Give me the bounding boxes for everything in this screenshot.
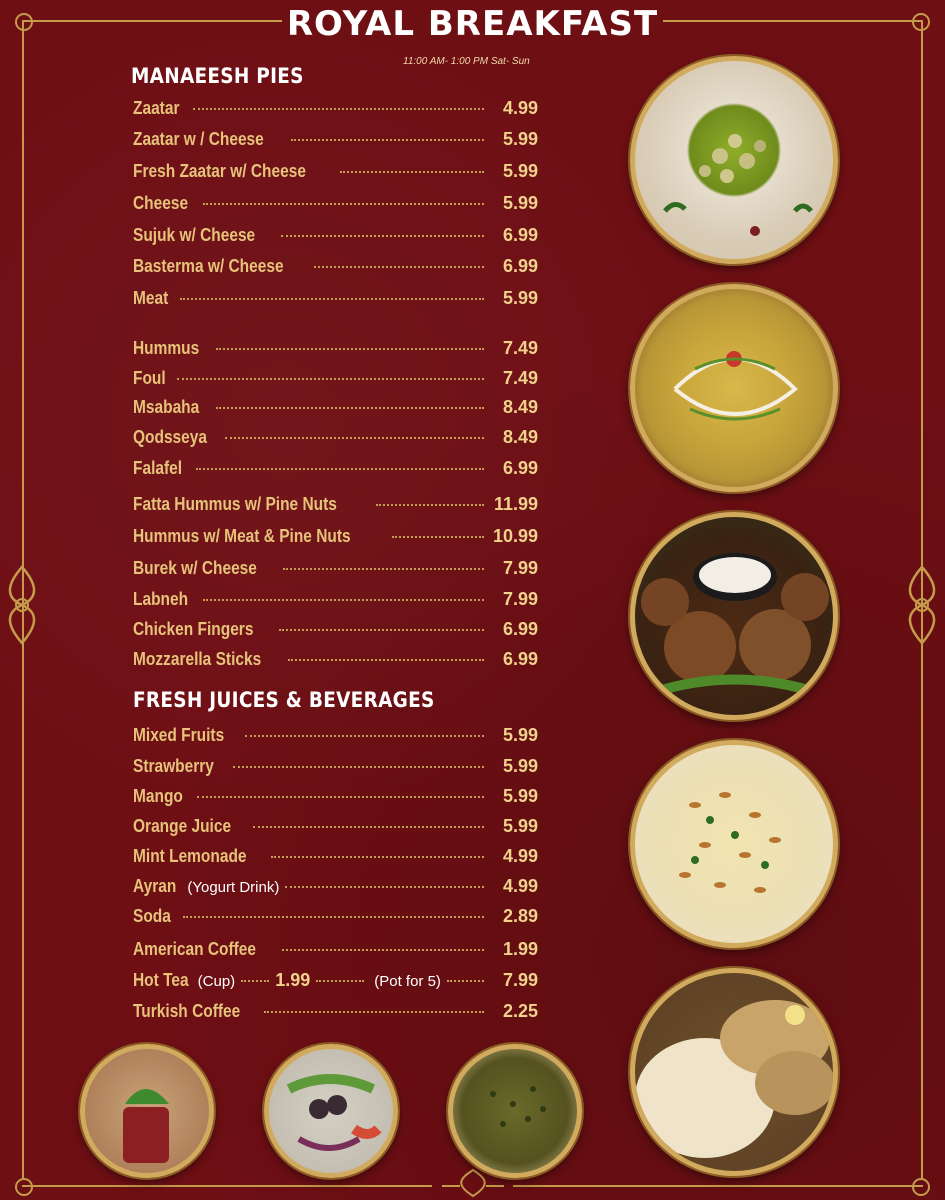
leader-dots [216, 348, 484, 350]
menu-item [133, 494, 538, 520]
menu-item [133, 256, 538, 282]
menu-item [133, 129, 538, 155]
left-side-ornament-icon [2, 565, 42, 645]
menu-item [133, 338, 538, 364]
menu-item [133, 816, 538, 842]
item-name: Labneh [133, 589, 189, 609]
item-note: (Cup) [197, 973, 236, 990]
menu-item [133, 1001, 538, 1027]
item-price: 2.89 [502, 906, 538, 926]
item-name: American Coffee [133, 939, 257, 959]
menu-item [133, 939, 538, 965]
page-title: ROYAL BREAKFAST [286, 4, 659, 44]
item-name: Zaatar w / Cheese [133, 129, 264, 149]
item-price: 5.99 [502, 816, 538, 836]
menu-item [133, 906, 538, 932]
item-price: 2.25 [502, 1001, 538, 1021]
juices-heading: FRESH JUICES & BEVERAGES [133, 688, 435, 712]
item-price: 7.99 [502, 589, 538, 609]
corner-ornament-icon [912, 1178, 930, 1196]
menu-item [133, 526, 538, 552]
item-price: 5.99 [502, 193, 538, 213]
item-name: Fresh Zaatar w/ Cheese [133, 161, 306, 181]
manaeesh-bread-photo [630, 968, 838, 1176]
item-name: Burek w/ Cheese [133, 558, 257, 578]
item-cup-price: 1.99 [275, 970, 311, 990]
leader-dots [245, 735, 484, 737]
item-name: Cheese [133, 193, 189, 213]
item-price: 8.49 [502, 397, 538, 417]
item-name: Qodsseya [133, 427, 208, 447]
item-name: Hot Tea [133, 970, 189, 990]
item-price: 7.49 [502, 368, 538, 388]
item-price: 4.99 [502, 876, 538, 896]
leader-dots [216, 407, 484, 409]
item-price: 7.49 [502, 338, 538, 358]
item-price: 7.99 [502, 558, 538, 578]
corner-ornament-icon [15, 1178, 33, 1196]
menu-item [133, 876, 538, 902]
zaatar-pie-photo [448, 1044, 582, 1178]
menu-item [133, 193, 538, 219]
leader-dots [291, 139, 484, 141]
menu-item [133, 225, 538, 251]
menu-item [133, 458, 538, 484]
menu-item [133, 619, 538, 645]
menu-item [133, 161, 538, 187]
item-name: Foul [133, 368, 166, 388]
fatta-hummus-pine-nuts-photo [630, 740, 838, 948]
leader-dots [197, 796, 484, 798]
menu-item [133, 970, 538, 996]
leader-dots [282, 949, 484, 951]
item-price: 6.99 [502, 458, 538, 478]
hummus-with-fava-beans-photo [630, 56, 838, 264]
item-price: 8.49 [502, 427, 538, 447]
hummus-with-pine-nuts-photo [630, 284, 838, 492]
item-name: Sujuk w/ Cheese [133, 225, 256, 245]
leader-dots [279, 629, 484, 631]
item-name: Strawberry [133, 756, 214, 776]
leader-dots [281, 235, 484, 237]
item-name: Mozzarella Sticks [133, 649, 262, 669]
item-name: Zaatar [133, 98, 180, 118]
leader-dots [203, 599, 484, 601]
item-name: Meat [133, 288, 169, 308]
item-price: 5.99 [502, 725, 538, 745]
item-price: 1.99 [502, 939, 538, 959]
item-price: 5.99 [502, 756, 538, 776]
item-price: 4.99 [502, 98, 538, 118]
leader-dots [314, 266, 484, 268]
item-name: Fatta Hummus w/ Pine Nuts [133, 494, 337, 514]
leader-dots [177, 378, 484, 380]
mint-tea-glass-photo [80, 1044, 214, 1178]
menu-item [133, 786, 538, 812]
right-side-ornament-icon [902, 565, 942, 645]
frame-bottom-left-line [22, 1185, 432, 1187]
item-note: (Yogurt Drink) [187, 879, 280, 896]
menu-item [133, 427, 538, 453]
item-price: 6.99 [502, 225, 538, 245]
leader-dots [193, 108, 484, 110]
leader-dots [447, 980, 484, 982]
item-price: 5.99 [502, 786, 538, 806]
leader-dots [340, 171, 484, 173]
menu-item [133, 846, 538, 872]
item-price: 4.99 [502, 846, 538, 866]
item-name: Msabaha [133, 397, 200, 417]
manaeesh-heading: MANAEESH PIES [131, 64, 304, 88]
item-name: Falafel [133, 458, 183, 478]
leader-dots [392, 536, 484, 538]
menu-item [133, 397, 538, 423]
leader-dots [253, 826, 484, 828]
item-price: 11.99 [493, 494, 538, 514]
item-name: Mango [133, 786, 183, 806]
leader-dots [316, 980, 364, 982]
item-name: Basterma w/ Cheese [133, 256, 284, 276]
item-price: 6.99 [502, 256, 538, 276]
leader-dots [271, 856, 484, 858]
menu-item [133, 589, 538, 615]
item-price: 6.99 [502, 649, 538, 669]
frame-bottom-right-line [513, 1185, 923, 1187]
item-name: Orange Juice [133, 816, 232, 836]
item-name: Ayran [133, 876, 177, 896]
leader-dots [288, 659, 484, 661]
leader-dots [203, 203, 484, 205]
item-price: 5.99 [502, 288, 538, 308]
item-name: Chicken Fingers [133, 619, 254, 639]
leader-dots [233, 766, 484, 768]
item-name: Hummus w/ Meat & Pine Nuts [133, 526, 351, 546]
item-name: Turkish Coffee [133, 1001, 241, 1021]
menu-item [133, 756, 538, 782]
menu-item [133, 98, 538, 124]
leader-dots [283, 568, 484, 570]
opening-hours: 11:00 AM- 1:00 PM Sat- Sun [403, 56, 530, 67]
salad-olives-photo [264, 1044, 398, 1178]
menu-item [133, 649, 538, 675]
leader-dots [180, 298, 484, 300]
item-price: 5.99 [502, 161, 538, 181]
menu-item [133, 288, 538, 314]
item-price: 6.99 [502, 619, 538, 639]
item-price: 7.99 [502, 970, 538, 990]
menu-item [133, 725, 538, 751]
leader-dots [376, 504, 484, 506]
leader-dots [264, 1011, 484, 1013]
item-name: Mint Lemonade [133, 846, 247, 866]
falafel-with-tahini-photo [630, 512, 838, 720]
leader-dots [241, 980, 269, 982]
item-name: Hummus [133, 338, 200, 358]
leader-dots [183, 916, 484, 918]
menu-item [133, 558, 538, 584]
item-name: Soda [133, 906, 171, 926]
leader-dots [285, 886, 484, 888]
item-price: 5.99 [502, 129, 538, 149]
item-price: 10.99 [492, 526, 538, 546]
leader-dots [196, 468, 484, 470]
menu-item [133, 368, 538, 394]
leader-dots [225, 437, 484, 439]
item-name: Mixed Fruits [133, 725, 225, 745]
item-note: (Pot for 5) [374, 973, 441, 990]
